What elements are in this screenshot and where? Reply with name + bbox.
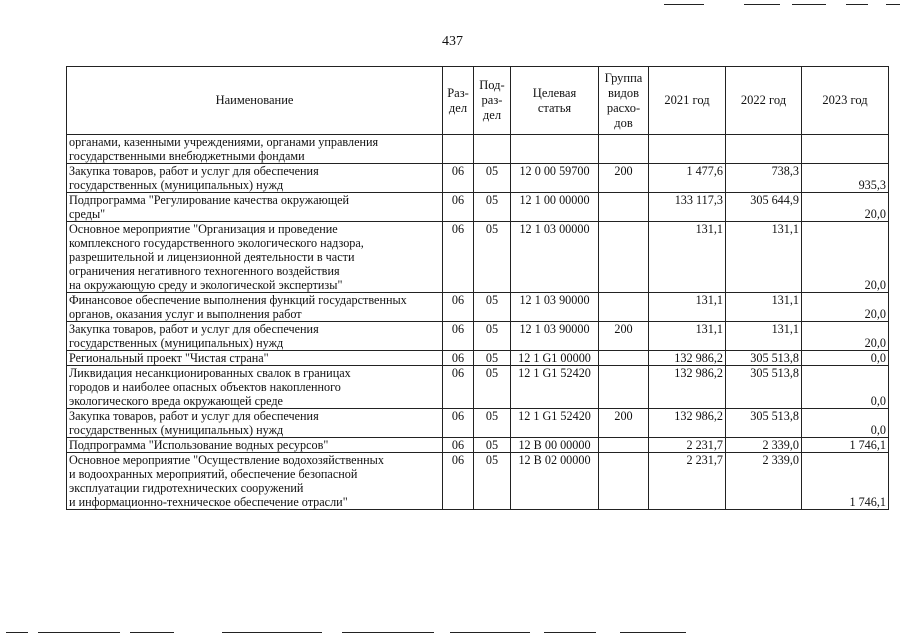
row-expense-group: 200 bbox=[599, 322, 649, 351]
row-amount-2022 bbox=[726, 135, 802, 164]
scan-mark-bottom-8 bbox=[620, 632, 686, 633]
row-amount-2021: 2 231,7 bbox=[649, 453, 726, 510]
budget-table bbox=[66, 66, 889, 510]
row-section: 06 bbox=[443, 366, 474, 409]
row-subsection: 05 bbox=[474, 164, 511, 193]
table-row bbox=[67, 438, 889, 453]
row-amount-2021: 131,1 bbox=[649, 322, 726, 351]
row-target-item: 12 1 G1 52420 bbox=[511, 409, 599, 438]
row-target-item: 12 1 03 90000 bbox=[511, 322, 599, 351]
row-subsection: 05 bbox=[474, 409, 511, 438]
row-section: 06 bbox=[443, 193, 474, 222]
header-target-item: Целевая статья bbox=[511, 67, 599, 135]
row-name: Подпрограмма "Использование водных ресурсов" bbox=[67, 438, 443, 453]
row-name: Закупка товаров, работ и услуг для обеспечения государственных (муниципальных) нужд bbox=[67, 164, 443, 193]
row-name: Основное мероприятие "Осуществление водохозяйственных и водоохранных мероприятий, обеспечение безопасной эксплуатации гидротехнических сооружений и информационно-техническое обеспечение отрасли" bbox=[67, 453, 443, 510]
row-target-item: 12 1 G1 52420 bbox=[511, 366, 599, 409]
header-section: Раз- дел bbox=[443, 67, 474, 135]
scan-mark-bottom-7 bbox=[544, 632, 596, 633]
row-expense-group bbox=[599, 453, 649, 510]
table-row bbox=[67, 222, 889, 293]
row-amount-2023 bbox=[802, 135, 889, 164]
scan-mark-bottom-2 bbox=[38, 632, 120, 633]
row-expense-group bbox=[599, 293, 649, 322]
row-subsection: 05 bbox=[474, 193, 511, 222]
row-subsection: 05 bbox=[474, 322, 511, 351]
row-subsection: 05 bbox=[474, 222, 511, 293]
row-section: 06 bbox=[443, 453, 474, 510]
row-amount-2021: 131,1 bbox=[649, 222, 726, 293]
row-subsection: 05 bbox=[474, 366, 511, 409]
row-section: 06 bbox=[443, 164, 474, 193]
row-expense-group: 200 bbox=[599, 409, 649, 438]
row-target-item bbox=[511, 135, 599, 164]
table-row bbox=[67, 366, 889, 409]
scan-mark-bottom-6 bbox=[450, 632, 530, 633]
page-number: 437 bbox=[442, 34, 463, 49]
row-amount-2022: 305 644,9 bbox=[726, 193, 802, 222]
row-expense-group bbox=[599, 351, 649, 366]
row-amount-2021: 2 231,7 bbox=[649, 438, 726, 453]
scan-mark-top-2 bbox=[744, 4, 780, 5]
table-row bbox=[67, 293, 889, 322]
row-amount-2023: 0,0 bbox=[802, 366, 889, 409]
table-row bbox=[67, 453, 889, 510]
row-section: 06 bbox=[443, 351, 474, 366]
row-subsection: 05 bbox=[474, 293, 511, 322]
header-expense-group: Группа видов расхо- дов bbox=[599, 67, 649, 135]
row-subsection: 05 bbox=[474, 438, 511, 453]
header-year-2021: 2021 год bbox=[649, 67, 726, 135]
row-section: 06 bbox=[443, 438, 474, 453]
row-amount-2022: 305 513,8 bbox=[726, 351, 802, 366]
scan-mark-top-1 bbox=[664, 4, 704, 5]
table-row bbox=[67, 193, 889, 222]
scan-mark-top-4 bbox=[846, 4, 868, 5]
row-expense-group bbox=[599, 193, 649, 222]
row-amount-2023: 20,0 bbox=[802, 322, 889, 351]
table-row bbox=[67, 135, 889, 164]
row-subsection: 05 bbox=[474, 453, 511, 510]
scan-mark-bottom-5 bbox=[342, 632, 434, 633]
scan-mark-bottom-1 bbox=[6, 632, 28, 633]
row-section bbox=[443, 135, 474, 164]
table-header-row bbox=[67, 67, 889, 135]
row-section: 06 bbox=[443, 222, 474, 293]
row-name: Подпрограмма "Регулирование качества окружающей среды" bbox=[67, 193, 443, 222]
row-target-item: 12 1 G1 00000 bbox=[511, 351, 599, 366]
table-row bbox=[67, 351, 889, 366]
row-target-item: 12 1 03 90000 bbox=[511, 293, 599, 322]
row-name: Закупка товаров, работ и услуг для обеспечения государственных (муниципальных) нужд bbox=[67, 409, 443, 438]
table-row bbox=[67, 322, 889, 351]
row-subsection: 05 bbox=[474, 351, 511, 366]
row-name: Ликвидация несанкционированных свалок в границах городов и наиболее опасных объектов накопленного экологического вреда окружающей среде bbox=[67, 366, 443, 409]
row-amount-2023: 1 746,1 bbox=[802, 438, 889, 453]
row-amount-2023: 20,0 bbox=[802, 193, 889, 222]
row-amount-2022: 305 513,8 bbox=[726, 366, 802, 409]
row-amount-2022: 738,3 bbox=[726, 164, 802, 193]
table-row bbox=[67, 409, 889, 438]
row-name: Основное мероприятие "Организация и проведение комплексного государственного экологического надзора, разрешительной и лицензионной деятельности в части ограничения негативного техногенного воздействия на окружающую среду и экологической экспертизы" bbox=[67, 222, 443, 293]
row-expense-group bbox=[599, 135, 649, 164]
row-amount-2022: 2 339,0 bbox=[726, 438, 802, 453]
header-subsection: Под- раз- дел bbox=[474, 67, 511, 135]
row-target-item: 12 В 02 00000 bbox=[511, 453, 599, 510]
scan-mark-bottom-4 bbox=[222, 632, 322, 633]
row-target-item: 12 1 03 00000 bbox=[511, 222, 599, 293]
row-target-item: 12 0 00 59700 bbox=[511, 164, 599, 193]
row-amount-2023: 20,0 bbox=[802, 293, 889, 322]
row-amount-2021 bbox=[649, 135, 726, 164]
row-subsection bbox=[474, 135, 511, 164]
scan-mark-bottom-3 bbox=[130, 632, 174, 633]
table-row bbox=[67, 164, 889, 193]
row-name: Закупка товаров, работ и услуг для обеспечения государственных (муниципальных) нужд bbox=[67, 322, 443, 351]
row-amount-2023: 0,0 bbox=[802, 409, 889, 438]
row-amount-2022: 131,1 bbox=[726, 293, 802, 322]
row-target-item: 12 1 00 00000 bbox=[511, 193, 599, 222]
table-body bbox=[67, 135, 889, 510]
row-amount-2022: 2 339,0 bbox=[726, 453, 802, 510]
row-amount-2021: 1 477,6 bbox=[649, 164, 726, 193]
row-expense-group bbox=[599, 438, 649, 453]
row-amount-2023: 935,3 bbox=[802, 164, 889, 193]
row-amount-2022: 131,1 bbox=[726, 222, 802, 293]
row-name: Финансовое обеспечение выполнения функций государственных органов, оказания услуг и выполнения работ bbox=[67, 293, 443, 322]
row-amount-2022: 305 513,8 bbox=[726, 409, 802, 438]
row-section: 06 bbox=[443, 293, 474, 322]
row-amount-2023: 20,0 bbox=[802, 222, 889, 293]
row-amount-2021: 133 117,3 bbox=[649, 193, 726, 222]
row-expense-group: 200 bbox=[599, 164, 649, 193]
header-year-2023: 2023 год bbox=[802, 67, 889, 135]
scan-mark-top-5 bbox=[886, 4, 900, 5]
row-expense-group bbox=[599, 222, 649, 293]
row-section: 06 bbox=[443, 409, 474, 438]
scan-mark-top-3 bbox=[792, 4, 826, 5]
header-name: Наименование bbox=[67, 67, 443, 135]
row-amount-2021: 131,1 bbox=[649, 293, 726, 322]
row-amount-2021: 132 986,2 bbox=[649, 409, 726, 438]
row-target-item: 12 В 00 00000 bbox=[511, 438, 599, 453]
row-amount-2023: 1 746,1 bbox=[802, 453, 889, 510]
row-expense-group bbox=[599, 366, 649, 409]
row-section: 06 bbox=[443, 322, 474, 351]
row-amount-2023: 0,0 bbox=[802, 351, 889, 366]
row-amount-2022: 131,1 bbox=[726, 322, 802, 351]
row-amount-2021: 132 986,2 bbox=[649, 366, 726, 409]
row-name: Региональный проект "Чистая страна" bbox=[67, 351, 443, 366]
header-year-2022: 2022 год bbox=[726, 67, 802, 135]
row-amount-2021: 132 986,2 bbox=[649, 351, 726, 366]
row-name: органами, казенными учреждениями, органами управления государственными внебюджетными фондами bbox=[67, 135, 443, 164]
